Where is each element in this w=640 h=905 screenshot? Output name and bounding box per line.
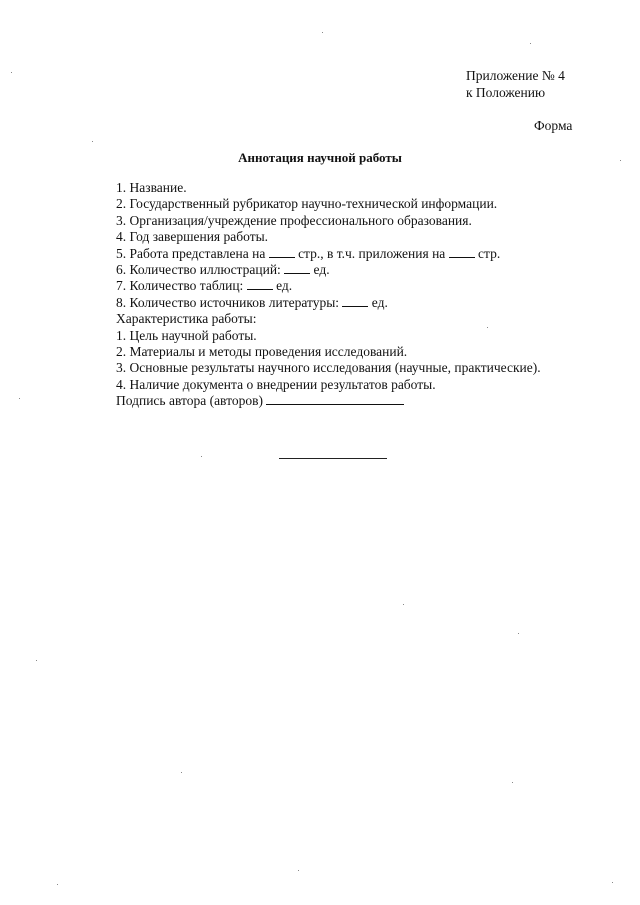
scan-speck xyxy=(322,32,323,33)
characteristic-goal: 1. Цель научной работы. xyxy=(116,327,257,343)
closing-rule xyxy=(279,458,387,459)
characteristic-implementation: 4. Наличие документа о внедрении результатов работы. xyxy=(116,376,436,392)
annotation-fields xyxy=(116,180,541,410)
tables-blank xyxy=(247,278,273,290)
scan-speck xyxy=(181,772,182,773)
scan-speck xyxy=(19,398,20,399)
item-references-text: 8. Количество источников литературы: xyxy=(116,294,343,310)
item-illustrations xyxy=(116,262,541,278)
scan-speck xyxy=(298,870,299,871)
appendix-regulation: к Положению xyxy=(466,85,546,100)
signature-label: Подпись автора (авторов) xyxy=(116,393,267,409)
characteristic-methods: 2. Материалы и методы проведения исследований. xyxy=(116,344,408,360)
item-page-count-end: стр. xyxy=(474,245,501,261)
scan-speck xyxy=(487,327,488,328)
scan-speck xyxy=(518,633,519,634)
item-references xyxy=(116,295,541,311)
scan-speck xyxy=(612,882,613,883)
scan-speck xyxy=(11,72,12,73)
signature-line xyxy=(116,393,541,409)
item-title: 1. Название. xyxy=(116,180,187,195)
item-completion-year: 4. Год завершения работы. xyxy=(116,229,269,245)
characteristics-heading: Характеристика работы: xyxy=(116,311,257,327)
scan-speck xyxy=(36,660,37,661)
scan-speck xyxy=(92,141,93,142)
item-illustrations-unit: ед. xyxy=(310,262,330,278)
signature-blank xyxy=(266,393,404,405)
appendix-pages-blank xyxy=(449,246,475,258)
references-blank xyxy=(342,295,368,307)
illustrations-blank xyxy=(284,262,310,274)
appendix-reference xyxy=(466,67,565,101)
form-label: Форма xyxy=(534,118,573,133)
item-tables-unit: ед. xyxy=(272,278,293,294)
scan-speck xyxy=(57,884,58,885)
item-page-count-mid: стр., в т.ч. приложения на xyxy=(294,245,449,261)
item-rubricator: 2. Государственный рубрикатор научно-технической информации. xyxy=(116,196,498,212)
item-tables-text: 7. Количество таблиц: xyxy=(116,278,247,294)
scan-speck xyxy=(201,456,202,457)
item-tables xyxy=(116,278,541,294)
appendix-number: Приложение № 4 xyxy=(466,68,565,83)
document-title: Аннотация научной работы xyxy=(238,150,402,165)
item-page-count xyxy=(116,246,541,262)
page-count-blank xyxy=(269,246,295,258)
item-page-count-text: 5. Работа представлена на xyxy=(116,245,269,261)
item-organization: 3. Организация/учреждение профессионального образования. xyxy=(116,212,472,228)
scan-speck xyxy=(403,604,404,605)
scan-speck xyxy=(620,160,621,161)
characteristic-results: 3. Основные результаты научного исследования (научные, практические). xyxy=(116,360,541,376)
item-references-unit: ед. xyxy=(368,294,388,310)
scan-speck xyxy=(512,782,513,783)
item-illustrations-text: 6. Количество иллюстраций: xyxy=(116,262,285,278)
scan-speck xyxy=(530,43,531,44)
